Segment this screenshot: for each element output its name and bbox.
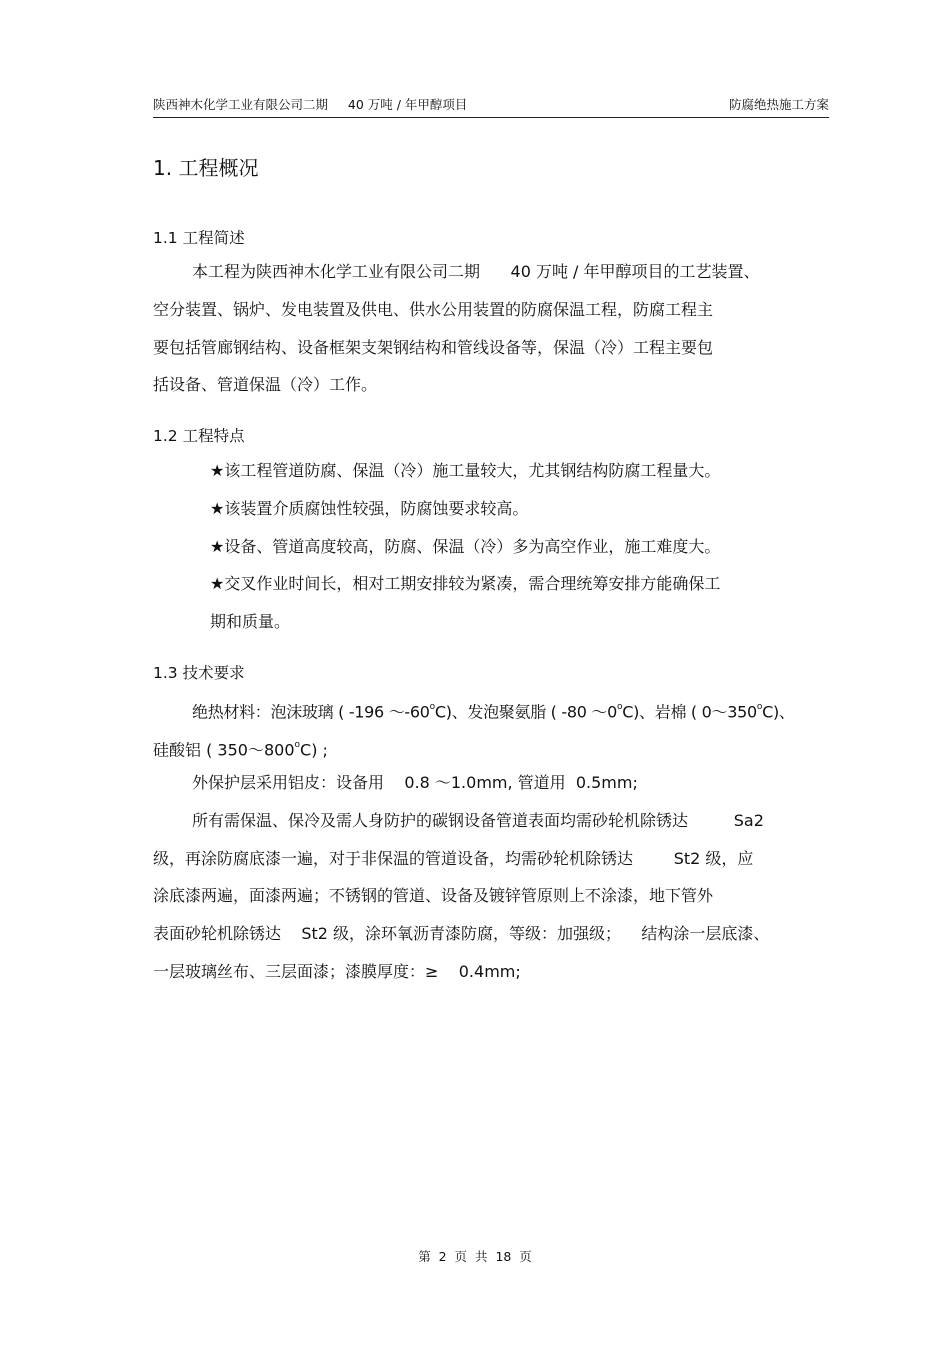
section-1-1-heading: 1.1 工程简述 [153, 229, 245, 247]
s12-bullet-2: ★该装置介质腐蚀性较强，防腐蚀要求较高。 [210, 499, 529, 518]
s13-line-surface-prep-1: 所有需保温、保冷及需人身防护的碳钢设备管道表面均需砂轮机除锈达 Sa2 [192, 811, 764, 830]
s12-bullet-4-cont: 期和质量。 [210, 612, 291, 631]
s13-insulation-materials: 绝热材料：泡沫玻璃 ( -196 ～-60$^o$C)、发泡聚氨脂 ( -80 ～0$^o$C)、岩棉 ( 0～350$^o$C)、 [192, 702, 795, 722]
section-1-3-heading: 1.3 技术要求 [153, 664, 245, 682]
page-header [153, 95, 829, 118]
s12-bullet-1: ★该工程管道防腐、保温（冷）施工量较大，尤其钢结构防腐工程量大。 [210, 461, 721, 480]
s11-line-1: 本工程为陕西神木化学工业有限公司二期 40 万吨 / 年甲醇项目的工艺装置、 [192, 262, 760, 281]
s13-line-surface-prep-5: 一层玻璃丝布、三层面漆；漆膜厚度：≥ 0.4mm; [153, 962, 521, 981]
section-1-2-heading: 1.2 工程特点 [153, 427, 245, 445]
s13-line-protective-layer: 外保护层采用铝皮：设备用 0.8 ～1.0mm, 管道用 0.5mm; [192, 773, 638, 792]
s13-insulation-materials-cont: 硅酸铝 ( 350～800$^o$C) ; [153, 740, 328, 760]
s11-line-4: 括设备、管道保温（冷）工作。 [153, 375, 378, 394]
page-number-footer: 第 2 页 共 18 页 [418, 1249, 532, 1264]
header-project-title: 陕西神木化学工业有限公司二期 40 万吨 / 年甲醇项目 [153, 97, 468, 112]
s11-line-2: 空分装置、锅炉、发电装置及供电、供水公用装置的防腐保温工程，防腐工程主 [153, 300, 714, 319]
s12-bullet-3: ★设备、管道高度较高，防腐、保温（冷）多为高空作业，施工难度大。 [210, 537, 721, 556]
s11-line-3: 要包括管廊钢结构、设备框架支架钢结构和管线设备等，保温（冷）工程主要包 [153, 338, 714, 357]
s13-line-surface-prep-3: 涂底漆两遍，面漆两遍；不锈钢的管道、设备及镀锌管原则上不涂漆，地下管外 [153, 886, 714, 905]
header-document-title: 防腐绝热施工方案 [728, 97, 829, 112]
section-1-heading: 1. 工程概况 [153, 156, 259, 180]
s13-line-surface-prep-2: 级，再涂防腐底漆一遍，对于非保温的管道设备，均需砂轮机除锈达 St2 级，应 [153, 849, 754, 868]
s12-bullet-4: ★交叉作业时间长，相对工期安排较为紧凑，需合理统筹安排方能确保工 [210, 574, 721, 593]
s13-line-surface-prep-4: 表面砂轮机除锈达 St2 级，涂环氧沥青漆防腐，等级：加强级； 结构涂一层底漆、 [153, 924, 770, 943]
